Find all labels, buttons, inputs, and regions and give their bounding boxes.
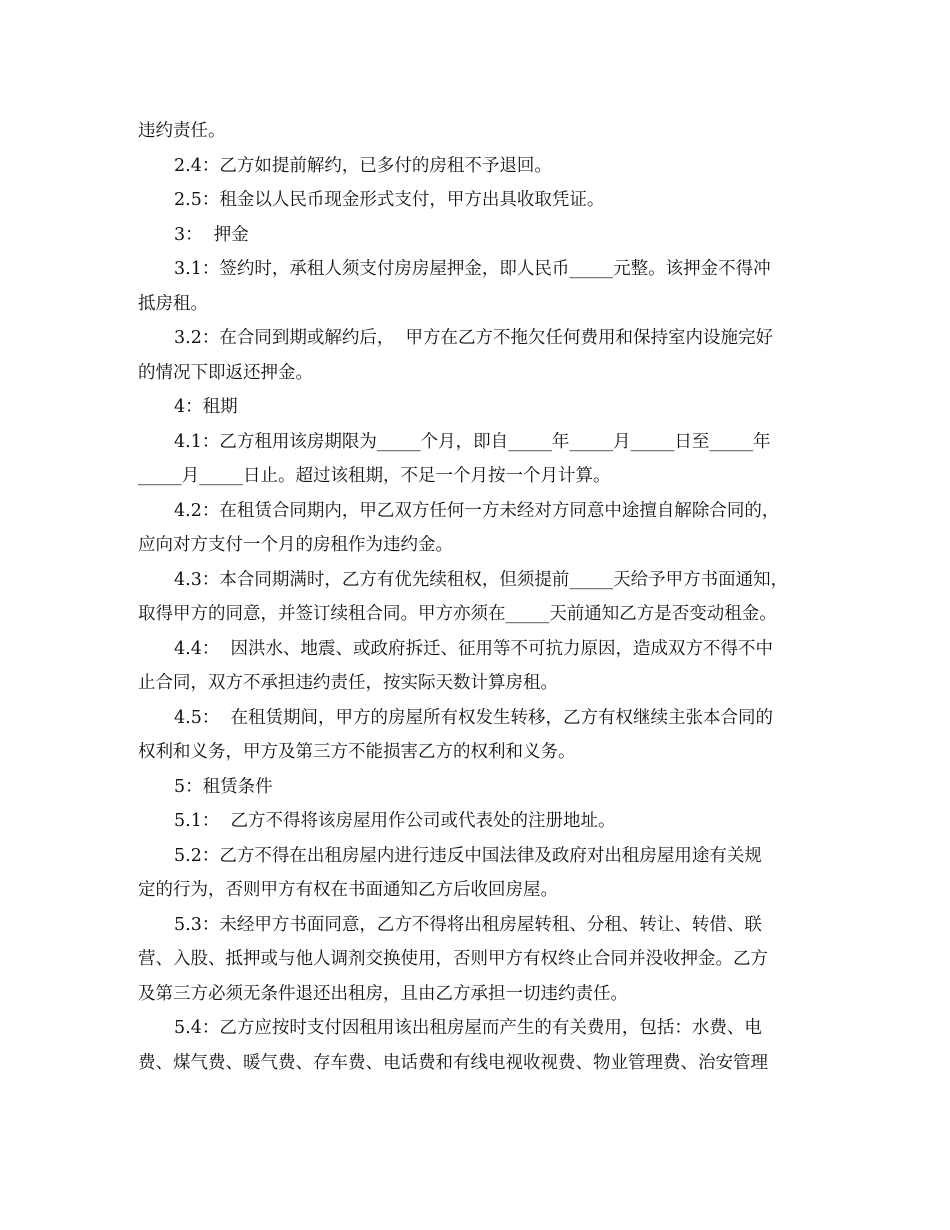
clause-5-4-cont: 费、煤气费、暖气费、存车费、电话费和有线电视收视费、物业管理费、治安管理 [138, 1052, 768, 1073]
section-heading-term: 4：租期 [174, 397, 238, 417]
clause-5-3: 5.3：未经甲方书面同意，乙方不得将出租房屋转租、分租、转让、转借、联 [174, 914, 762, 935]
section-heading-conditions: 5：租赁条件 [174, 776, 273, 797]
clause-3-1-cont: 抵房租。 [138, 293, 208, 314]
text-line-1: 违约责任。 [138, 121, 226, 141]
clause-4-1: 4.1：乙方租用该房期限为_____个月，即自_____年_____月_____日至_____年 [174, 431, 771, 452]
clause-5-1: 5.1： 乙方不得将该房屋用作公司或代表处的注册地址。 [174, 811, 616, 831]
clause-3-2: 3.2：在合同到期或解约后， 甲方在乙方不拖欠任何费用和保持室内设施完好 [174, 328, 773, 348]
clause-4-2-cont: 应向对方支付一个月的房租作为违约金。 [138, 535, 453, 555]
clause-4-3-cont: 取得甲方的同意，并签订续租合同。甲方亦须在_____天前通知乙方是否变动租金。 [138, 604, 777, 624]
contract-text [138, 114, 818, 1080]
clause-2-4: 2.4：乙方如提前解约，已多付的房租不予退回。 [174, 155, 552, 176]
clause-5-4: 5.4：乙方应按时支付因租用该出租房屋而产生的有关费用，包括：水费、电 [174, 1018, 762, 1038]
clause-3-2-cont: 的情况下即返还押金。 [138, 362, 313, 383]
clause-5-3-cont-1: 营、入股、抵押或与他人调剂交换使用，否则甲方有权终止合同并没收押金。乙方 [138, 949, 768, 969]
clause-4-5-cont: 权利和义务，甲方及第三方不能损害乙方的权利和义务。 [138, 742, 576, 762]
clause-4-1-cont: _____月_____日止。超过该租期，不足一个月按一个月计算。 [138, 466, 611, 486]
clause-5-2: 5.2：乙方不得在出租房屋内进行违反中国法律及政府对出租房屋用途有关规 [174, 845, 762, 866]
clause-4-2: 4.2：在租赁合同期内，甲乙双方任何一方未经对方同意中途擅自解除合同的， [174, 500, 780, 521]
clause-3-1: 3.1：签约时，承租人须支付房房屋押金，即人民币_____元整。该押金不得冲 [174, 259, 771, 279]
clause-2-5: 2.5：租金以人民币现金形式支付，甲方出具收取凭证。 [174, 190, 605, 210]
clause-4-4-cont: 止合同，双方不承担违约责任，按实际天数计算房租。 [138, 673, 558, 693]
clause-4-3: 4.3：本合同期满时，乙方有优先续租权，但须提前_____天给予甲方书面通知， [174, 569, 789, 590]
section-heading-deposit: 3： 押金 [174, 224, 249, 245]
clause-5-3-cont-2: 及第三方必须无条件退还出租房，且由乙方承担一切违约责任。 [138, 983, 628, 1004]
clause-4-5: 4.5： 在租赁期间，甲方的房屋所有权发生转移，乙方有权继续主张本合同的 [174, 707, 773, 728]
clause-4-4: 4.4： 因洪水、地震、或政府拆迁、征用等不可抗力原因，造成双方不得不中 [174, 638, 773, 659]
clause-5-2-cont: 定的行为，否则甲方有权在书面通知乙方后收回房屋。 [138, 880, 558, 900]
